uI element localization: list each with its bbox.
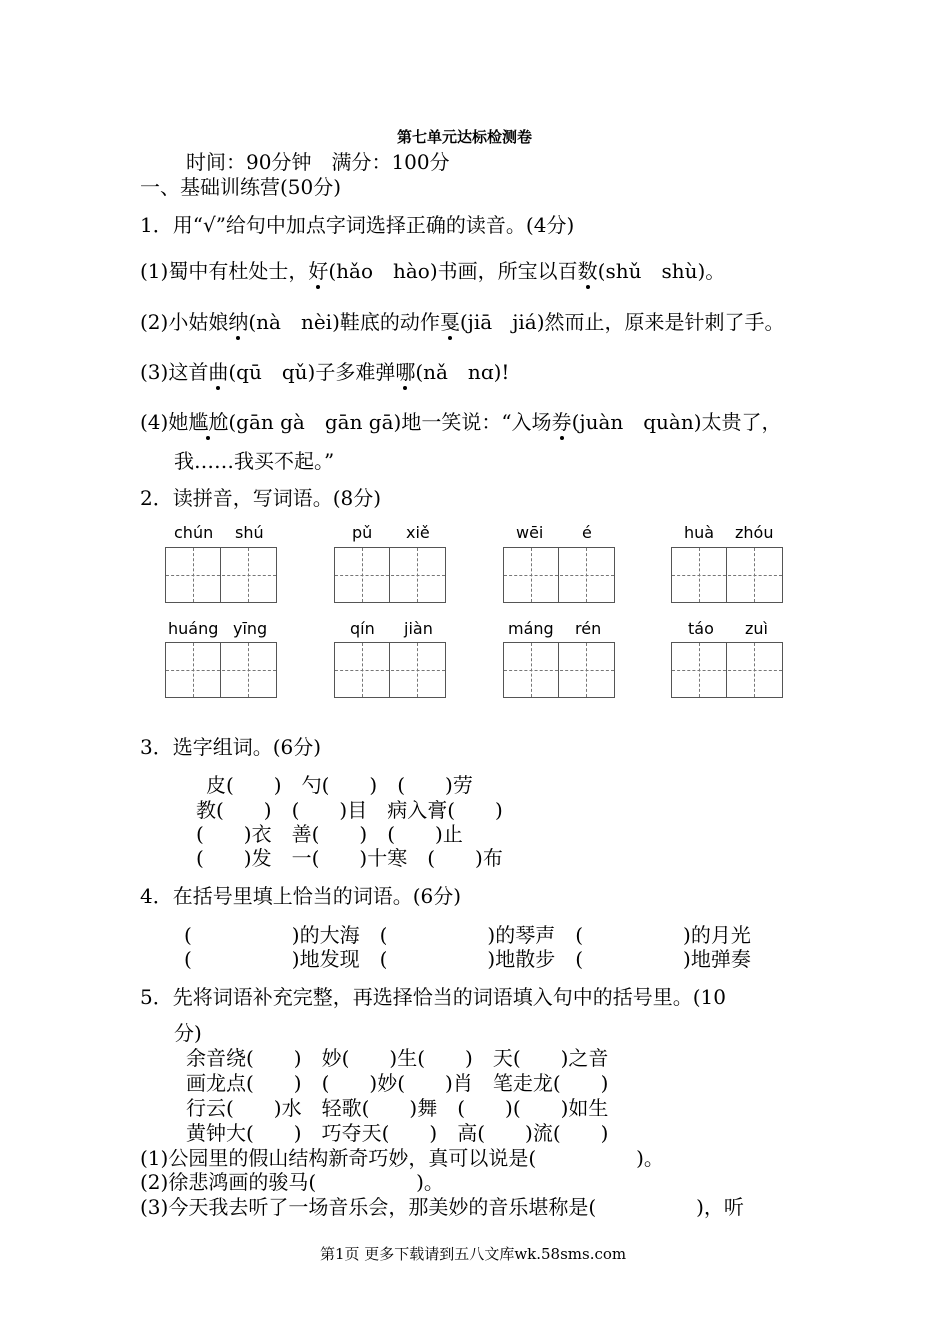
pinyin: qín <box>350 619 375 638</box>
writing-grid[interactable] <box>671 642 783 698</box>
q5-line: 画龙点( ) ( )妙( )肖 笔走龙( ) <box>186 1071 609 1095</box>
exam-meta: 时间：90分钟 满分：100分 <box>186 150 450 174</box>
writing-grid[interactable] <box>165 642 277 698</box>
pinyin: shú <box>235 523 264 542</box>
writing-grid[interactable] <box>165 547 277 603</box>
q5-sentence: (3)今天我去听了一场音乐会，那美妙的音乐堪称是( )，听 <box>140 1195 744 1219</box>
q3-line: ( )发 一( )十寒 ( )布 <box>196 846 503 870</box>
page-footer: 第1页 更多下载请到五八文库wk.58sms.com <box>320 1245 627 1263</box>
q3-prompt: 3．选字组词。(6分) <box>140 735 322 759</box>
writing-grid[interactable] <box>334 547 446 603</box>
q1-sentence-4-cont: 我……我买不起。” <box>174 449 335 473</box>
pinyin: yīng <box>233 619 268 638</box>
q4-prompt: 4．在括号里填上恰当的词语。(6分) <box>140 884 462 908</box>
page-title: 第七单元达标检测卷 <box>397 128 533 146</box>
pinyin: zuì <box>745 619 768 638</box>
q3-line: 教( ) ( )目 病入膏( ) <box>196 798 503 822</box>
q4-line: ( )的大海 ( )的琴声 ( )的月光 <box>184 923 751 947</box>
q4-line: ( )地发现 ( )地散步 ( )地弹奏 <box>184 947 751 971</box>
q5-line: 行云( )水 轻歌( )舞 ( )( )如生 <box>186 1096 609 1120</box>
pinyin: huáng <box>168 619 219 638</box>
writing-grid[interactable] <box>671 547 783 603</box>
pinyin: wēi <box>516 523 544 542</box>
pinyin: é <box>582 523 592 542</box>
pinyin: táo <box>688 619 714 638</box>
q2-prompt: 2．读拼音，写词语。(8分) <box>140 486 382 510</box>
pinyin: rén <box>575 619 602 638</box>
q5-sentence: (1)公园里的假山结构新奇巧妙，真可以说是( )。 <box>140 1146 664 1170</box>
q1-sentence-1: (1)蜀中有杜处士，好(hǎo hào)书画，所宝以百数(shǔ shù)。 <box>140 259 726 283</box>
writing-grid[interactable] <box>503 642 615 698</box>
writing-grid[interactable] <box>334 642 446 698</box>
q1-sentence-3: (3)这首曲(qū qǔ)子多难弹哪(nǎ nɑ)! <box>140 360 510 384</box>
pinyin: máng <box>508 619 554 638</box>
q5-line: 黄钟大( ) 巧夺天( ) 高( )流( ) <box>186 1121 609 1145</box>
pinyin: xiě <box>406 523 430 542</box>
q5-line: 余音绕( ) 妙( )生( ) 天( )之音 <box>186 1046 609 1070</box>
q1-sentence-4: (4)她尴尬(gān gà gān gā)地一笑说：“入场券(juàn quàn)太贵了， <box>140 410 782 434</box>
pinyin: chún <box>174 523 214 542</box>
q3-line: ( )衣 善( ) ( )止 <box>196 822 463 846</box>
q5-prompt: 5．先将词语补充完整，再选择恰当的词语填入句中的括号里。(10 <box>140 985 726 1009</box>
q1-sentence-2: (2)小姑娘纳(nà nèi)鞋底的动作戛(jiā jiá)然而止，原来是针刺了手。 <box>140 310 785 334</box>
q5-sentence: (2)徐悲鸿画的骏马( )。 <box>140 1170 444 1194</box>
pinyin: zhóu <box>735 523 774 542</box>
q1-prompt: 1．用“√”给句中加点字词选择正确的读音。(4分) <box>140 213 575 237</box>
pinyin: pǔ <box>352 523 373 542</box>
section-heading: 一、基础训练营(50分) <box>140 175 342 199</box>
pinyin: huà <box>684 523 715 542</box>
q5-prompt-cont: 分) <box>174 1021 202 1045</box>
pinyin: jiàn <box>404 619 433 638</box>
writing-grid[interactable] <box>503 547 615 603</box>
q3-line: 皮( ) 勺( ) ( )劳 <box>206 773 473 797</box>
